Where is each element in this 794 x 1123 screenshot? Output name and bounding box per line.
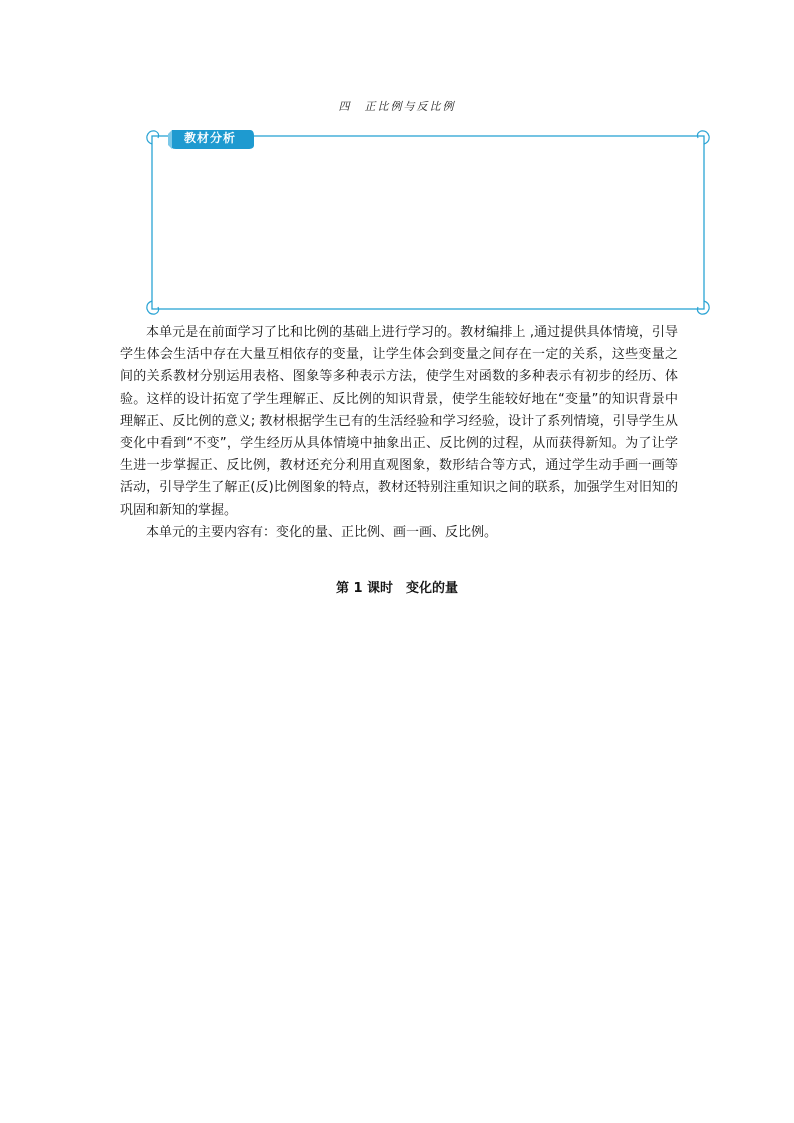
frame-border — [146, 126, 710, 316]
body-text — [120, 322, 678, 544]
lesson-title: 第 1 课时 变化的量 — [335, 581, 459, 596]
running-head: 四 正比例与反比例 — [338, 100, 456, 113]
paragraph-intro: 本单元是在前面学习了比和比例的基础上进行学习的。教材编排上 ,通过提供具体情境，引导学生体会生活中存在大量互相依存的变量，让学生体会到变量之间存在一定的关系，这些变量之间的关系教材分别运用表格、图象等多种表示方法，使学生对函数的多种表示有初步的经历、体验。这样的设计拓宽了学生理解正、反比例的知识背景，使学生能较好地在“变量”的知识背景中理解正、反比例的意义; 教材根据学生已有的生活经验和学习经验，设计了系列情境，引导学生从变化中看到“不变”，学生经历从具体情境中抽象出正、反比例的过程，从而获得新知。为了让学生进一步掌握正、反比例，教材还充分利用直观图象，数形结合等方式，通过学生动手画一画等活动，引导学生了解正(反)比例图象的特点，教材还特别注重知识之间的联系，加强学生对旧知的巩固和新知的掌握。 — [120, 325, 678, 518]
paragraph-contents: 本单元的主要内容有：变化的量、正比例、画一画、反比例。 — [146, 524, 498, 540]
analysis-frame — [146, 126, 710, 316]
frame-tab-label: 教材分析 — [183, 131, 236, 145]
corner-ornament-icon — [147, 131, 709, 314]
